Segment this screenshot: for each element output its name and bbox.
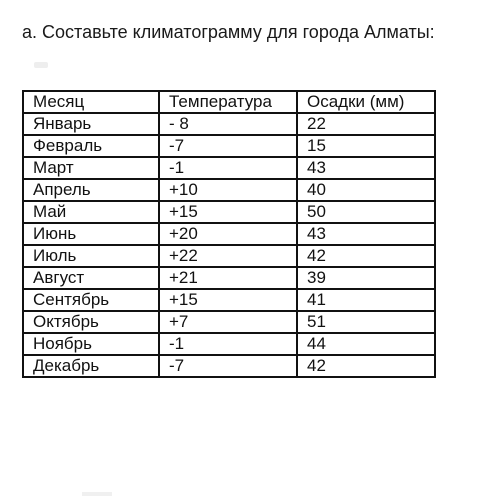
cell-precipitation: 39	[297, 267, 435, 289]
cell-month: Май	[23, 201, 159, 223]
table-row	[23, 179, 435, 201]
cell-precipitation: 50	[297, 201, 435, 223]
cell-temperature: +22	[159, 245, 297, 267]
cell-month: Июль	[23, 245, 159, 267]
cell-temperature: +21	[159, 267, 297, 289]
cell-precipitation: 43	[297, 157, 435, 179]
table-row	[23, 157, 435, 179]
table-row	[23, 201, 435, 223]
cell-precipitation: 22	[297, 113, 435, 135]
cell-precipitation: 15	[297, 135, 435, 157]
cell-month: Сентябрь	[23, 289, 159, 311]
table-row	[23, 113, 435, 135]
cell-temperature: -1	[159, 157, 297, 179]
cell-month: Октябрь	[23, 311, 159, 333]
cell-precipitation: 42	[297, 245, 435, 267]
cell-temperature: +10	[159, 179, 297, 201]
faded-fragment	[82, 492, 112, 496]
cell-precipitation: 43	[297, 223, 435, 245]
table-row	[23, 311, 435, 333]
cell-month: Апрель	[23, 179, 159, 201]
cell-temperature: - 8	[159, 113, 297, 135]
cell-temperature: -7	[159, 135, 297, 157]
cell-precipitation: 51	[297, 311, 435, 333]
cell-precipitation: 44	[297, 333, 435, 355]
table-header-row	[23, 91, 435, 113]
cell-temperature: +15	[159, 201, 297, 223]
table-row	[23, 223, 435, 245]
cell-month: Ноябрь	[23, 333, 159, 355]
header-precipitation: Осадки (мм)	[297, 91, 435, 113]
cell-temperature: +20	[159, 223, 297, 245]
climate-table	[22, 90, 436, 378]
cell-temperature: -7	[159, 355, 297, 377]
table-row	[23, 333, 435, 355]
cell-month: Декабрь	[23, 355, 159, 377]
cell-temperature: +15	[159, 289, 297, 311]
table-row	[23, 245, 435, 267]
header-month: Месяц	[23, 91, 159, 113]
table-row	[23, 267, 435, 289]
faded-text-fragment	[34, 62, 48, 68]
cell-precipitation: 42	[297, 355, 435, 377]
cell-temperature: -1	[159, 333, 297, 355]
task-instruction: а. Составьте климатограмму для города Алматы:	[22, 22, 435, 42]
cell-precipitation: 41	[297, 289, 435, 311]
cell-month: Февраль	[23, 135, 159, 157]
header-temperature: Температура	[159, 91, 297, 113]
cell-precipitation: 40	[297, 179, 435, 201]
table-row	[23, 135, 435, 157]
cell-month: Март	[23, 157, 159, 179]
table-row	[23, 355, 435, 377]
cell-month: Июнь	[23, 223, 159, 245]
cell-month: Январь	[23, 113, 159, 135]
cell-temperature: +7	[159, 311, 297, 333]
table-row	[23, 289, 435, 311]
cell-month: Август	[23, 267, 159, 289]
